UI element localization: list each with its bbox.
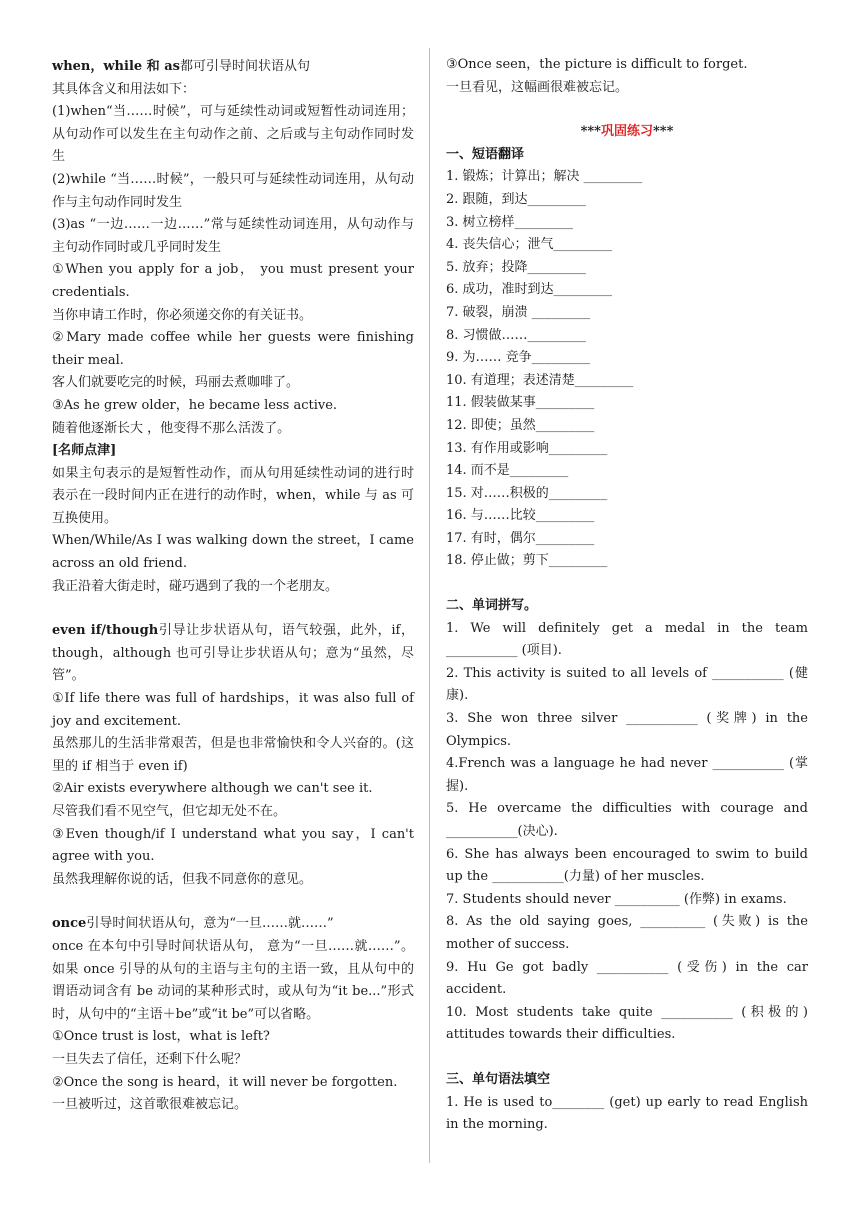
- phrase-item: 10. 有道理；表述清楚_________: [446, 372, 634, 388]
- s1-translation: 当你申请工作时，你必须递交你的有关证书。: [52, 307, 313, 323]
- spelling-item: 8. As the old saying goes, __________ (失败) is the mother of success.: [446, 914, 808, 952]
- s3-line: once 在本句中引导时间状语从句， 意为“一旦……就……”。如果 once 引导的从句的主语与主句的主语一致，且从句中的谓语动词含有 be 动词的某种形式时，或从句为“it be...”形式时，从句中的“主语＋be”或“it be”可以省略。: [52, 938, 414, 1022]
- grammar-item: 1. He is used to________ (get) up early to read English in the morning.: [446, 1094, 808, 1133]
- section-once-heading: once引导时间状语从句，意为“一旦……就……”: [52, 916, 334, 932]
- section-when-while-as-heading: when，while 和 as都可引导时间状语从句: [52, 59, 310, 74]
- spelling-item: 3. She won three silver ___________ (奖牌) in the Olympics.: [446, 711, 808, 749]
- phrase-item: 6. 成功，准时到达_________: [446, 282, 613, 298]
- phrase-item: 7. 破裂，崩溃 _________: [446, 304, 591, 320]
- tip-line: When/While/As I was walking down the street，I came across an old friend.: [52, 533, 414, 572]
- phrase-item: 14. 而不是_________: [446, 463, 569, 479]
- s1-line: (2)while “当……时候”，一般只可与延续性动词连用，从句动作与主句动作同时发生: [52, 171, 414, 210]
- once-translation-3: 一旦看见，这幅画很难被忘记。: [446, 79, 629, 95]
- phrase-item: 1. 锻炼；计算出；解决 _________: [446, 169, 643, 185]
- phrase-item: 16. 与……比较_________: [446, 508, 595, 524]
- section-even-if-heading: even if/though引导让步状语从句，语气较强，此外，if，though，although 也可引导让步状语从句；意为“虽然，尽管”。: [52, 623, 414, 684]
- spelling-item: 7. Students should never __________ (作弊) in exams.: [446, 891, 787, 907]
- left-column: [52, 56, 414, 1117]
- tip-line: 如果主句表示的是短暂性动作，而从句用延续性动词的进行时表示在一段时间内正在进行的动作时，when，while 与 as 可互换使用。: [52, 465, 414, 526]
- s2-translation: 虽然那儿的生活非常艰苦，但是也非常愉快和令人兴奋的。(这里的 if 相当于 even if): [52, 736, 414, 774]
- spelling-item: 1. We will definitely get a medal in the team ___________ (项目).: [446, 620, 808, 659]
- s2-translation: 尽管我们看不见空气，但它却无处不在。: [52, 804, 287, 819]
- right-column: [446, 54, 808, 1137]
- s3-translation: 一旦被听过，这首歌很难被忘记。: [52, 1097, 248, 1113]
- s1-line: 其具体含义和用法如下：: [52, 81, 196, 97]
- phrase-item: 13. 有作用或影响_________: [446, 440, 608, 456]
- s2-example: ③Even though/if I understand what you say，I can't agree with you.: [52, 826, 414, 865]
- s1-line: (3)as “一边……一边……”常与延续性动词连用，从句动作与主句动作同时或几乎同时发生: [52, 217, 414, 255]
- tip-heading: [名师点津]: [52, 443, 117, 459]
- s3-example: ②Once the song is heard，it will never be forgotten.: [52, 1074, 398, 1090]
- phrase-item: 4. 丧失信心；泄气_________: [446, 237, 613, 253]
- spelling-item: 4.French was a language he had never ___________ (掌握).: [446, 756, 808, 794]
- phrase-item: 12. 即使；虽然_________: [446, 417, 595, 433]
- spelling-item: 5. He overcame the difficulties with courage and ___________(决心).: [446, 801, 808, 839]
- s2-translation: 虽然我理解你说的话，但我不同意你的意见。: [52, 871, 313, 887]
- spelling-item: 9. Hu Ge got badly ___________ (受伤) in the car accident.: [446, 959, 808, 998]
- phrase-item: 2. 跟随，到达_________: [446, 191, 587, 207]
- tip-line: 我正沿着大街走时，碰巧遇到了我的一个老朋友。: [52, 578, 339, 594]
- phrase-item: 18. 停止做；剪下_________: [446, 553, 608, 569]
- s1-translation: 随着他逐渐长大 ，他变得不那么活泼了。: [52, 420, 291, 436]
- s1-example: ①When you apply for a job， you must present your credentials.: [52, 262, 414, 300]
- s2-example: ②Air exists everywhere although we can't see it.: [52, 781, 373, 797]
- phrase-item: 11. 假装做某事_________: [446, 395, 595, 411]
- column-divider: [429, 48, 430, 1163]
- s3-translation: 一旦失去了信任，还剩下什么呢？: [52, 1051, 248, 1067]
- spelling-item: 6. She has always been encouraged to swim to build up the ___________(力量) of her muscles.: [446, 846, 808, 885]
- practice-title: ***巩固练习***: [580, 124, 674, 140]
- s1-translation: 客人们就要吃完的时候，玛丽去煮咖啡了。: [52, 375, 300, 391]
- spelling-item: 2. This activity is suited to all levels of ___________ (健康).: [446, 665, 808, 704]
- phrase-item: 3. 树立榜样_________: [446, 214, 574, 230]
- s1-example: ③As he grew older，he became less active.: [52, 397, 338, 413]
- s1-example: ②Mary made coffee while her guests were finishing their meal.: [52, 330, 414, 368]
- s1-line: (1)when“当……时候”，可与延续性动词或短暂性动词连用；从句动作可以发生在主句动作之前、之后或与主句动作同时发生: [52, 104, 414, 165]
- part2-heading: 二、单词拼写。: [446, 598, 538, 614]
- s3-example: ①Once trust is lost，what is left?: [52, 1029, 270, 1045]
- phrase-item: 8. 习惯做……_________: [446, 327, 587, 343]
- part3-heading: 三、单句语法填空: [446, 1071, 551, 1087]
- part1-heading: 一、短语翻译: [446, 146, 525, 162]
- spelling-item: 10. Most students take quite ___________ (积极的) attitudes towards their difficulties.: [446, 1004, 808, 1043]
- once-example-3: ③Once seen，the picture is difficult to forget.: [446, 57, 748, 72]
- s2-example: ①If life there was full of hardships，it was also full of joy and excitement.: [52, 691, 414, 729]
- phrase-item: 15. 对……积极的_________: [446, 485, 608, 501]
- phrase-item: 17. 有时，偶尔_________: [446, 530, 595, 546]
- phrase-item: 5. 放弃；投降_________: [446, 259, 587, 275]
- phrase-item: 9. 为…… 竞争_________: [446, 350, 591, 366]
